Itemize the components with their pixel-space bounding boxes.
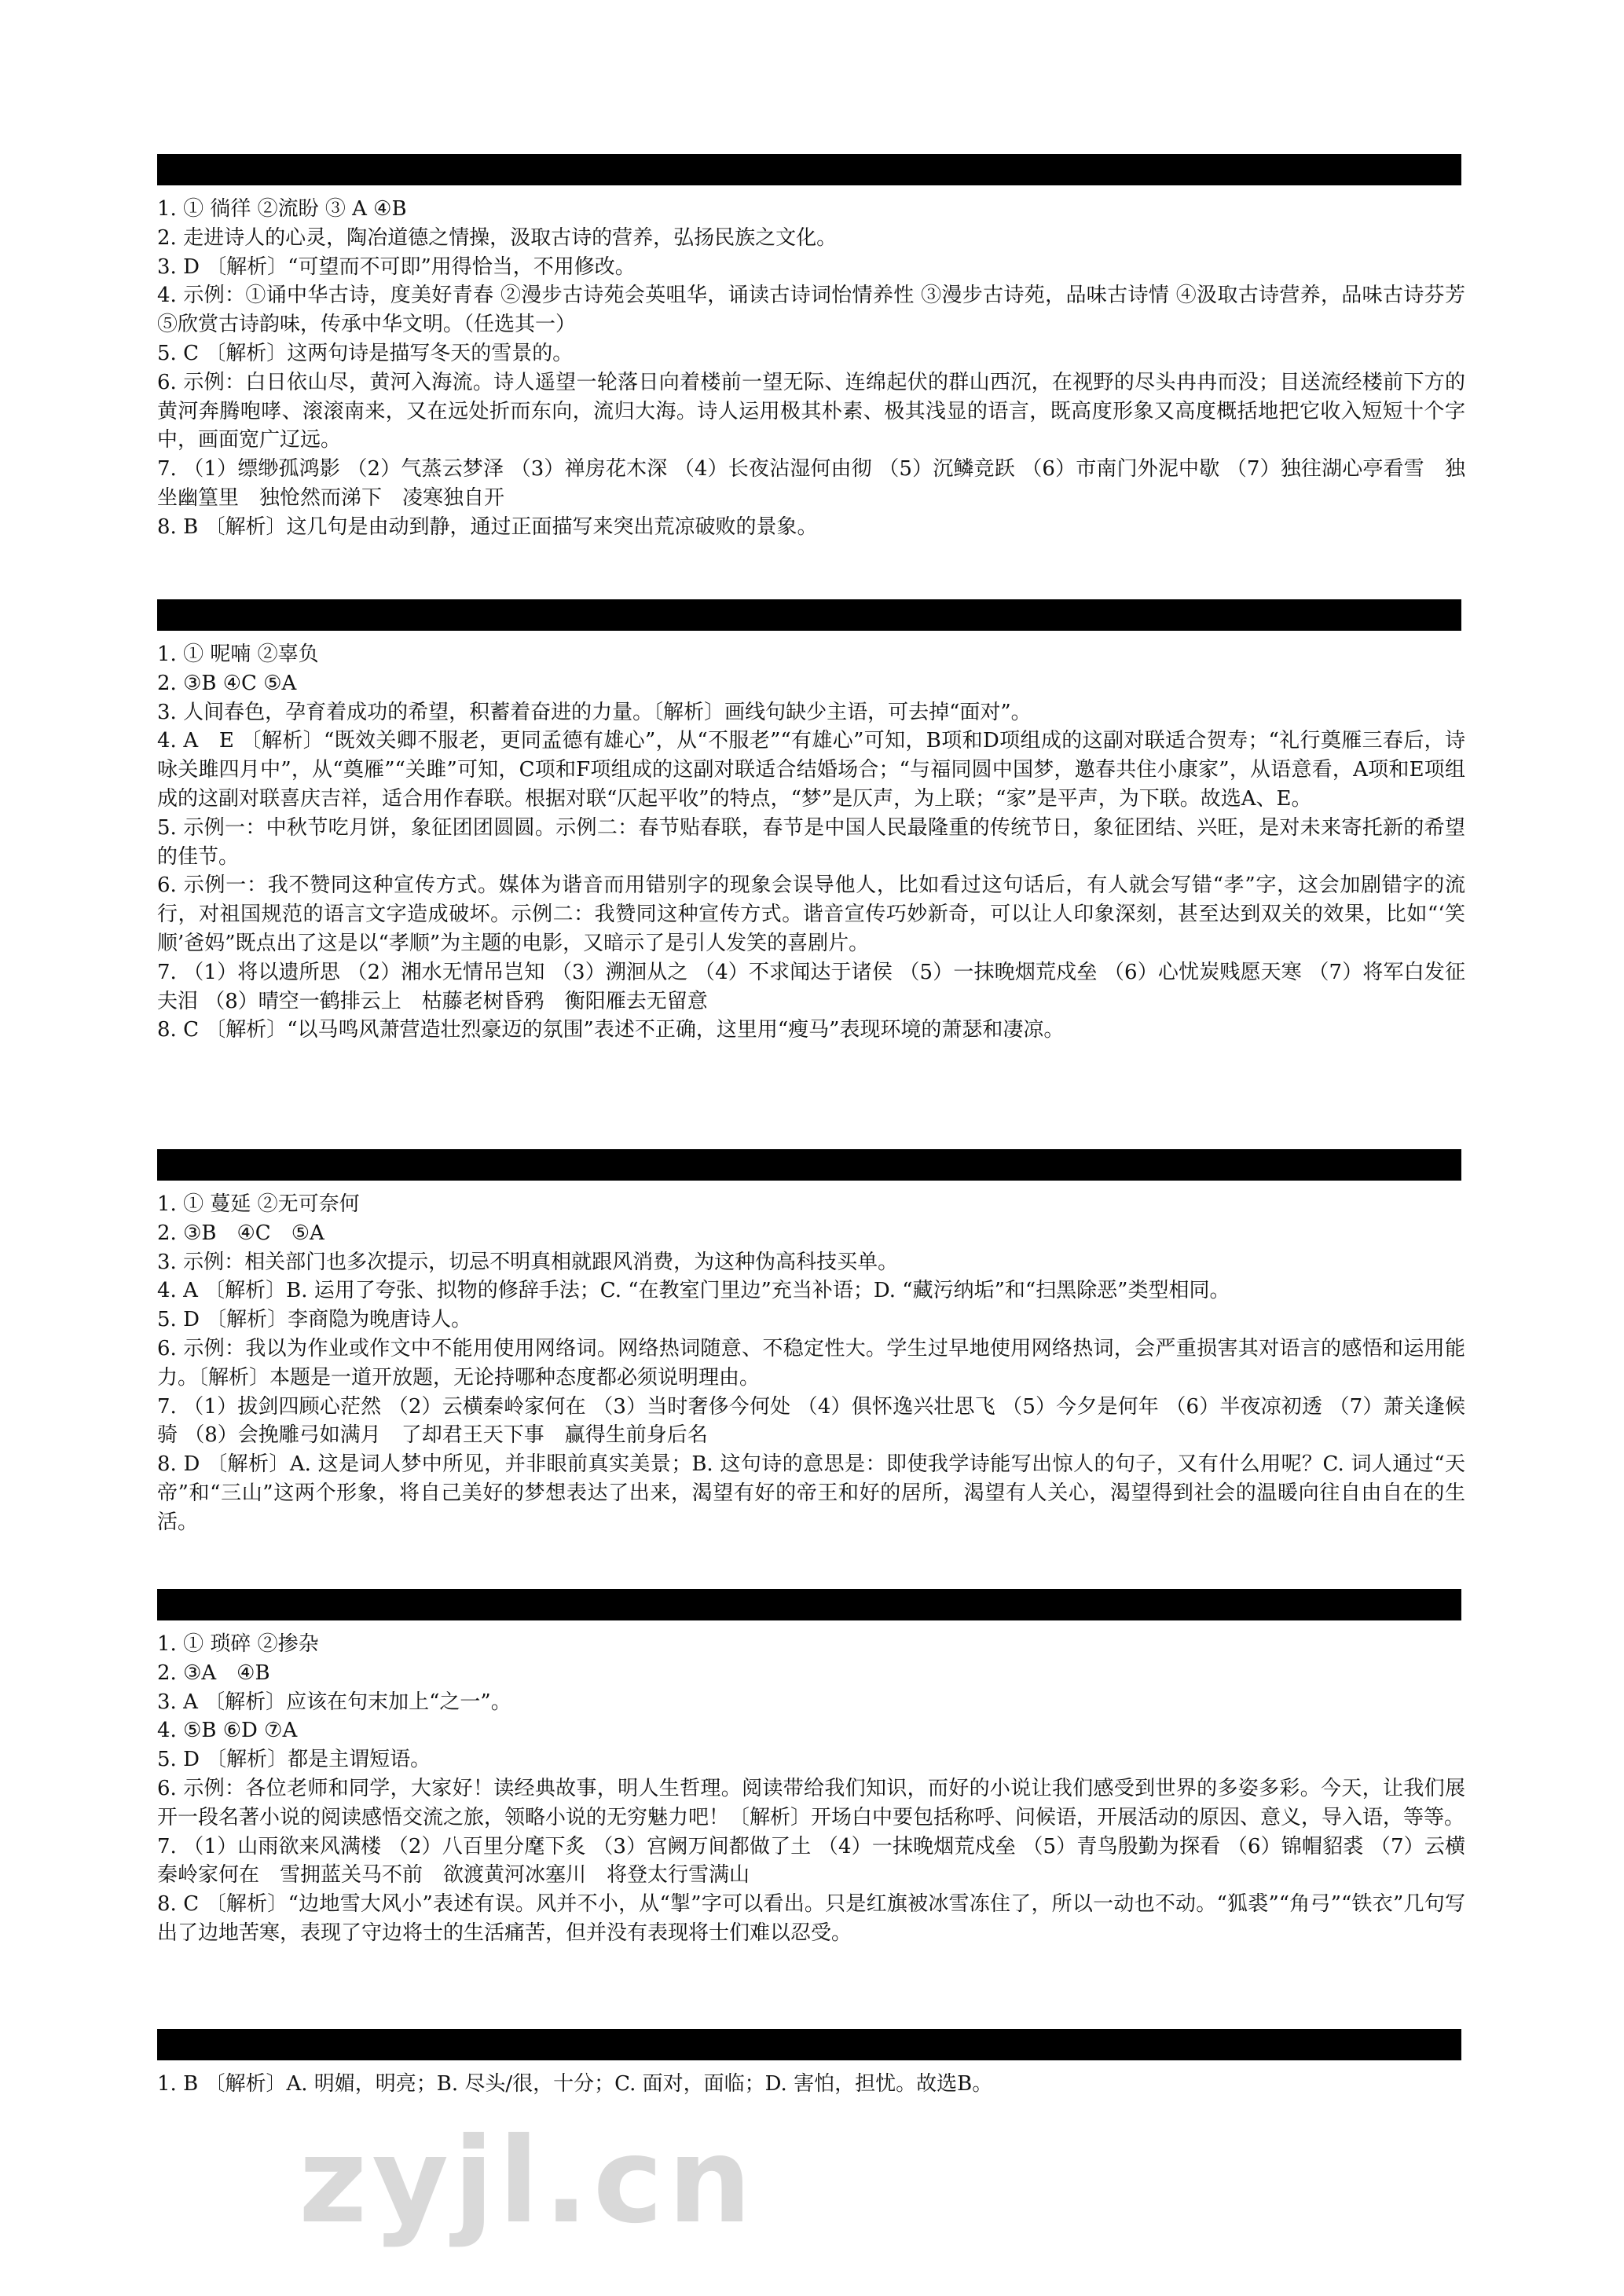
answer-line: 5. D 〔解析〕都是主谓短语。 — [157, 1748, 431, 1772]
answer-line: 4. 示例：①诵中华古诗，度美好青春 ②漫步古诗苑会英咀华，诵读古诗词怡情养性 ③漫步古诗苑，品味古诗情 ④汲取古诗营养，品味古诗芬芳 ⑤欣赏古诗韵味，传承中华文明。（任选其一） — [157, 284, 1465, 337]
answer-line: 7. （1）缥缈孤鸿影 （2）气蒸云梦泽 （3）禅房花木深 （4）长夜沾湿何由彻 （5）沉鳞竞跃 （6）市南门外泥中歇 （7）独往湖心亭看雪 独坐幽篁里 独怆然而涕下 凌寒独自开 — [157, 457, 1465, 510]
answer-line: 1. ① 蔓延 ②无可奈何 — [157, 1192, 360, 1216]
answer-line: 3. 示例：相关部门也多次提示，切忌不明真相就跟风消费，为这种伪高科技买单。 — [157, 1250, 899, 1274]
answer-line: 5. 示例一：中秋节吃月饼，象征团团圆圆。示例二：春节贴春联，春节是中国人民最隆重的传统节日，象征团结、兴旺，是对未来寄托新的希望的佳节。 — [157, 815, 1465, 869]
answer-line: 1. ① 徜徉 ②流盼 ③ A ④B — [157, 197, 407, 221]
answer-line: 7. （1）将以遗所思 （2）湘水无情吊岂知 （3）溯洄从之 （4）不求闻达于诸侯 （5）一抹晚烟荒戍垒 （6）心忧炭贱愿天寒 （7）将军白发征夫泪 （8）晴空一鹤排云上 枯藤老树昏鸦 衡阳雁去无留意 — [157, 960, 1465, 1013]
section-header-bar — [157, 154, 1461, 185]
answer-line: 7. （1）拔剑四顾心茫然 （2）云横秦岭家何在 （3）当时奢侈今何处 （4）俱怀逸兴壮思飞 （5）今夕是何年 （6）半夜凉初透 （7）萧关逢候骑 （8）会挽雕弓如满月 了却君王天下事 赢得生前身后名 — [157, 1394, 1465, 1448]
answer-line: 1. ① 呢喃 ②辜负 — [157, 643, 319, 666]
answer-line: 4. A E 〔解析〕“既效关卿不服老，更同孟德有雄心”，从“不服老”“有雄心”可知，B项和D项组成的这副对联适合贺寿；“礼行奠雁三春后，诗咏关雎四月中”，从“奠雁”“关雎”可知，C项和F项组成的这副对联适合结婚场合；“与福同圆中国梦，邀春共住小康家”，从语意看，A项和E项组成的这副对联喜庆吉祥，适合用作春联。根据对联“仄起平收”的特点，“梦”是仄声，为上联；“家”是平声，为下联。故选A、E。 — [157, 729, 1465, 811]
answer-line: 2. ③B ④C ⑤A — [157, 671, 297, 695]
answer-line: 3. A 〔解析〕应该在句末加上“之一”。 — [157, 1690, 511, 1714]
answer-line: 8. C 〔解析〕“以马鸣风萧营造壮烈豪迈的氛围”表述不正确，这里用“瘦马”表现环境的萧瑟和凄凉。 — [157, 1018, 1065, 1042]
answer-block-4 — [157, 1630, 1465, 1948]
answer-line: 5. D 〔解析〕李商隐为晚唐诗人。 — [157, 1308, 472, 1332]
answer-line: 1. ① 琐碎 ②掺杂 — [157, 1632, 319, 1656]
answer-line: 6. 示例：白日依山尽，黄河入海流。诗人遥望一轮落日向着楼前一望无际、连绵起伏的群山西沉，在视野的尽头冉冉而没；目送流经楼前下方的黄河奔腾咆哮、滚滚南来，又在远处折而东向，流归大海。诗人运用极其朴素、极其浅显的语言，既高度形象又高度概括地把它收入短短十个字中，画面宽广辽远。 — [157, 370, 1465, 452]
answer-line: 2. ③A ④B — [157, 1661, 270, 1685]
answer-line: 5. C 〔解析〕这两句诗是描写冬天的雪景的。 — [157, 341, 574, 365]
answer-line: 1. B 〔解析〕A. 明媚，明亮；B. 尽头/很，十分；C. 面对，面临；D. 害怕，担忧。故选B。 — [157, 2072, 993, 2096]
section-header-bar — [157, 1149, 1461, 1181]
answer-block-5 — [157, 2070, 1465, 2099]
answer-line: 7. （1）山雨欲来风满楼 （2）八百里分麾下炙 （3）宫阙万间都做了土 （4）一抹晚烟荒戍垒 （5）青鸟殷勤为探看 （6）锦帽貂裘 （7）云横秦岭家何在 雪拥蓝关马不前 欲渡黄河冰塞川 将登太行雪满山 — [157, 1834, 1465, 1888]
answer-line: 4. A 〔解析〕B. 运用了夸张、拟物的修辞手法；C. “在教室门里边”充当补语；D. “藏污纳垢”和“扫黑除恶”类型相同。 — [157, 1279, 1230, 1303]
answer-line: 3. 人间春色，孕育着成功的希望，积蓄着奋进的力量。〔解析〕画线句缺少主语，可去掉“面对”。 — [157, 700, 1032, 724]
answer-line: 6. 示例：各位老师和同学，大家好！读经典故事，明人生哲理。阅读带给我们知识，而好的小说让我们感受到世界的多姿多彩。今天，让我们展开一段名著小说的阅读感悟交流之旅，领略小说的无穷魅力吧！〔解析〕开场白中要包括称呼、问候语，开展活动的原因、意义，导入语，等等。 — [157, 1776, 1465, 1829]
answer-block-3 — [157, 1190, 1465, 1537]
answer-line: 2. ③B ④C ⑤A — [157, 1221, 324, 1245]
watermark: zyjl.cn — [299, 2113, 757, 2250]
section-header-bar — [157, 599, 1461, 631]
answer-line: 8. B 〔解析〕这几句是由动到静，通过正面描写来突出荒凉破败的景象。 — [157, 514, 818, 539]
answer-line: 6. 示例：我以为作业或作文中不能用使用网络词。网络热词随意、不稳定性大。学生过早地使用网络热词，会严重损害其对语言的感悟和运用能力。〔解析〕本题是一道开放题，无论持哪种态度都必须说明理由。 — [157, 1336, 1465, 1390]
section-header-bar — [157, 2029, 1461, 2060]
answer-line: 2. 走进诗人的心灵，陶冶道德之情操，汲取古诗的营养，弘扬民族之文化。 — [157, 225, 838, 250]
answer-line: 4. ⑤B ⑥D ⑦A — [157, 1719, 298, 1743]
answer-line: 3. D 〔解析〕“可望而不可即”用得恰当，不用修改。 — [157, 255, 636, 279]
answer-line: 8. C 〔解析〕“边地雪大风小”表述有误。风并不小，从“掣”字可以看出。只是红旗被冰雪冻住了，所以一动也不动。“狐裘”“角弓”“铁衣”几句写出了边地苦寒，表现了守边将士的生活痛苦，但并没有表现将士们难以忍受。 — [157, 1892, 1465, 1945]
answer-block-2 — [157, 640, 1465, 1045]
answer-block-1 — [157, 195, 1465, 542]
section-header-bar — [157, 1589, 1461, 1620]
answer-line: 8. D 〔解析〕A. 这是词人梦中所见，并非眼前真实美景；B. 这句诗的意思是：即使我学诗能写出惊人的句子，又有什么用呢？C. 词人通过“天帝”和“三山”这两个形象，将自己美好的梦想表达了出来，渴望有好的帝王和好的居所，渴望有人关心，渴望得到社会的温暖向往自由自在的生活。 — [157, 1452, 1465, 1534]
answer-line: 6. 示例一：我不赞同这种宣传方式。媒体为谐音而用错别字的现象会误导他人，比如看过这句话后，有人就会写错“孝”字，这会加剧错字的流行，对祖国规范的语言文字造成破坏。示例二：我赞同这种宣传方式。谐音宣传巧妙新奇，可以让人印象深刻，甚至达到双关的效果，比如“‘笑顺’爸妈”既点出了这是以“孝顺”为主题的电影，又暗示了是引人发笑的喜剧片。 — [157, 873, 1465, 955]
